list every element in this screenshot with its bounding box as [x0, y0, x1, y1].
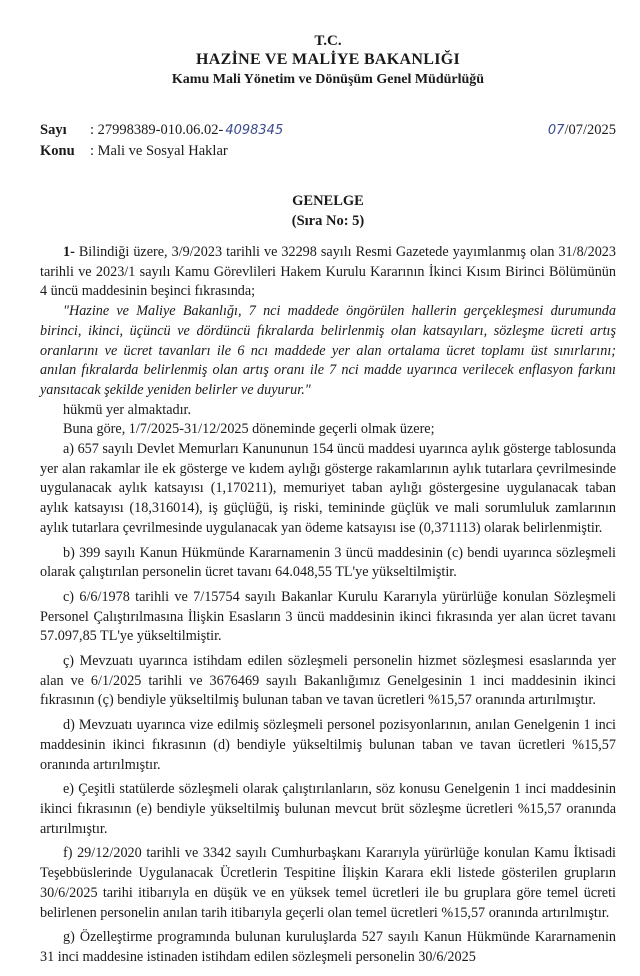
item-c: c) 6/6/1978 tarihli ve 7/15754 sayılı Bakanlar Kurulu Kararıyla yürürlüğe konulan Sözleşmeli Personel Çalıştırılmasına İlişkin Esasların 3 üncü maddesinin ikinci fıkrasında yer alan ücret tavanı 57.097,85 TL'ye yükseltilmiştir.: [40, 588, 616, 645]
konu-separator: :: [90, 143, 95, 159]
item-f: f) 29/12/2020 tarihli ve 3342 sayılı Cumhurbaşkanı Kararıyla yürürlüğe konulan Kamu İktisadi Teşebbüslerinde Uygulanacak Ücretlerin Tespitine İlişkin Karara ekli listede gösterilen grupların 30/6/2025 tarihi itibarıyla en düşük ve en yüksek temel ücretleri ile bu gruplara göre temel ücreti belirlenen personelin anılan tarih itibarıyla geçerli olan temel ücretleri %15,57 oranında artırılmıştır.: [40, 845, 616, 921]
hukmu-line: hükmü yer almaktadır.: [63, 401, 192, 418]
konu-row: [40, 141, 616, 161]
date-printed: /07/2025: [564, 122, 616, 138]
item-b: b) 399 sayılı Kanun Hükmünde Kararnamenin 3 üncü maddesinin (c) bendi uyarınca sözleşmeli olarak çalıştırılan personelin ücret tavanı 64.048,55 TL'ye yükseltilmiştir.: [40, 544, 616, 581]
header-tc: T.C.: [314, 33, 342, 49]
sayi-handwritten-number: 4098345: [225, 123, 284, 138]
item-e: e) Çeşitli statülerde sözleşmeli olarak çalıştırılanların, söz konusu Genelgenin 1 inci maddesinin ikinci fıkrasının (e) bendiyle yükseltilmiş bulunan mevcut brüt sözleşme ücretleri %15,57 oranında artırılmıştır.: [40, 781, 616, 837]
item-cc: ç) Mevzuatı uyarınca istihdam edilen sözleşmeli personelin hizmet sözleşmesi esaslarında yer alan ve 6/1/2025 tarihli ve 3676469 sayılı Bakanlığımız Genelgesinin 1 inci maddesinin ikinci fıkrasının (ç) bendiyle yükseltilmiş bulunan taban ve tavan ücretleri %15,57 oranında artırılmıştır.: [40, 653, 616, 709]
sayi-label: Sayı: [40, 122, 67, 138]
circular-title: [40, 191, 616, 231]
sayi-separator: :: [90, 122, 95, 138]
document-body: [40, 243, 616, 968]
item-d: d) Mevzuatı uyarınca vize edilmiş sözleşmeli personel pozisyonlarının, anılan Genelgenin 1 inci maddesinin ikinci fıkrasının (d) bendiyle yükseltilmiş bulunan taban ve tavan ücretleri %15,57 oranında artırılmıştır.: [40, 717, 616, 773]
item-g: g) Özelleştirme programında bulunan kuruluşlarda 527 sayılı Kanun Hükmünde Kararnamenin 31 inci maddesine istinaden istihdam edilen sözleşmeli personelin 30/6/2025: [40, 929, 616, 965]
date-handwritten-day: 07: [547, 123, 565, 138]
header-ministry: HAZİNE VE MALİYE BAKANLIĞI: [196, 51, 460, 68]
sayi-value: 27998389-010.06.02-: [97, 122, 224, 138]
document-date: [548, 120, 616, 141]
buna-gore-line: Buna göre, 1/7/2025-31/12/2025 döneminde geçerli olmak üzere;: [63, 421, 435, 438]
paragraph-1: [40, 243, 616, 302]
konu-label: Konu: [40, 143, 75, 159]
title-main: GENELGE: [292, 193, 364, 209]
konu-value: Mali ve Sosyal Haklar: [97, 143, 228, 159]
paragraph-1-text: Bilindiği üzere, 3/9/2023 tarihli ve 32298 sayılı Resmi Gazetede yayımlanmış olan 31/8/2023 tarihli ve 2023/1 sayılı Kamu Görevlileri Hakem Kurulu Kararının İkinci Kısım Birinci Bölümünün 4 üncü maddesinin beşinci fıkrasında;: [40, 244, 616, 300]
paragraph-1-number: 1-: [63, 244, 75, 260]
letterhead: [40, 0, 616, 90]
document-meta: [40, 120, 616, 161]
sayi-row: [40, 120, 616, 141]
title-sub: (Sıra No: 5): [291, 213, 365, 229]
quoted-provision: "Hazine ve Maliye Bakanlığı, 7 nci maddede öngörülen hallerin gerçekleşmesi durumunda birinci, ikinci, üçüncü ve dördüncü fıkralarda belirlenmiş olan katsayıları, sözleşme ücreti artış oranlarını ve ücret tavanları ile 6 ncı maddede yer alan ortalama ücret toplamı üst sınırlarını; anılan fıkralarda belirlenmiş olan artış oranı ile 7 nci madde uyarınca verilecek enflasyon farkını yansıtacak şekilde yeniden belirler ve duyurur.": [40, 303, 616, 398]
item-a: a) 657 sayılı Devlet Memurları Kanununun 154 üncü maddesi uyarınca aylık gösterge tablosunda yer alan rakamlar ile ek gösterge ve kıdem aylığı gösterge rakamlarının aylık tutarlara çevrilmesinde uygulanacak aylık katsayısı (1,170211), memuriyet taban aylığı göstergesine uygulanacak taban aylık katsayısı (18,316014), iş güçlüğü, iş riski, temininde güçlük ve mali sorumluluk zamlarının aylık tutarlara çevrilmesinde uygulanacak yan ödeme katsayısı ise (0,371113) olarak belirlenmiştir.: [40, 441, 616, 536]
header-directorate: Kamu Mali Yönetim ve Dönüşüm Genel Müdürlüğü: [171, 72, 485, 87]
